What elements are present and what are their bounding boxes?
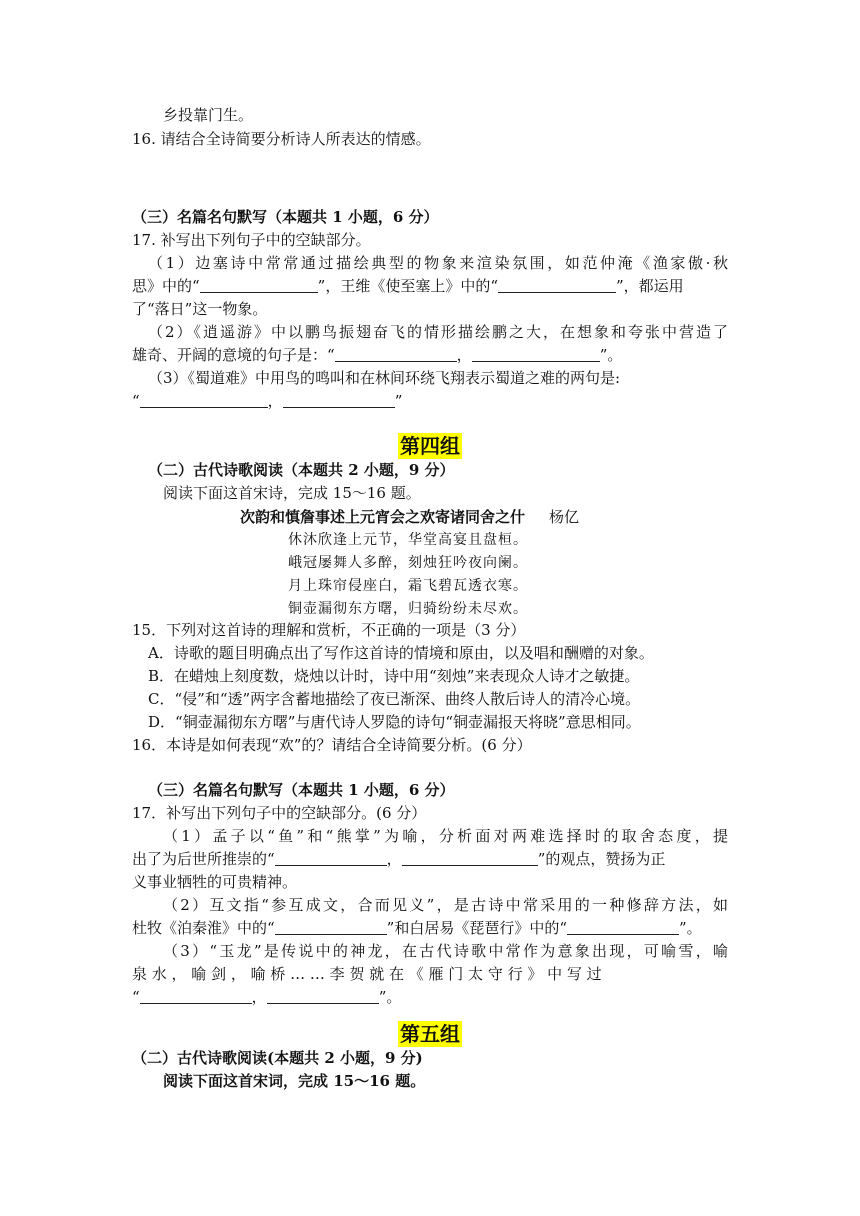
group5-section-2-title: （二）古代诗歌阅读(本题共 2 小题，9 分) (132, 1049, 423, 1067)
text: “ (132, 988, 140, 1006)
section-3-title: （三）名篇名句默写（本题共 1 小题，6 分） (132, 208, 439, 226)
group5-intro: 阅读下面这首宋词，完成 15～16 题。 (163, 1072, 426, 1090)
group4-section-3-title: （三）名篇名句默写（本题共 1 小题，6 分） (148, 781, 455, 799)
q17-1-line-b (132, 275, 684, 297)
q17-1-line-a: （1）边塞诗中常常通过描绘典型的物象来渲染氛围，如范仲淹《渔家傲·秋 (148, 254, 728, 272)
option-c: C．“侵”和“透”两字含蓄地描绘了夜已渐深、曲终人散后诗人的清冷心境。 (148, 690, 641, 708)
text: 出了为后世所推崇的“ (132, 850, 275, 868)
text: ”。 (378, 988, 402, 1006)
g4-q17-3-line-a: （3）“玉龙”是传说中的神龙，在古代诗歌中常作为意象出现，可喻雪，喻 (163, 942, 728, 960)
option-d: D．“铜壶漏彻东方曙”与唐代诗人罗隐的诗句“铜壶漏报天将晓”意思相同。 (148, 713, 641, 731)
q17-2-line-a: （2）《逍遥游》中以鹏鸟振翅奋飞的情形描绘鹏之大，在想象和夸张中营造了 (148, 323, 728, 341)
g4-q17-1-line-c: 义事业牺牲的可贵精神。 (132, 873, 298, 891)
fill-blank[interactable] (140, 393, 268, 408)
text: ， (386, 850, 402, 868)
poem-line-3: 月上珠帘侵座白，霜飞碧瓦透衣寒。 (288, 578, 528, 594)
fill-blank[interactable] (140, 989, 252, 1004)
poem-title (240, 506, 579, 528)
fill-blank[interactable] (267, 989, 379, 1004)
group4-question-15: 15．下列对这首诗的理解和赏析，不正确的一项是（3 分） (132, 621, 526, 639)
fill-blank[interactable] (472, 347, 600, 362)
g4-q17-1-line-b (132, 848, 665, 870)
text: ”。 (679, 919, 702, 937)
poem-line-4: 铜壶漏彻东方曙，归骑纷纷未尽欢。 (288, 601, 528, 617)
fill-blank[interactable] (498, 278, 616, 293)
question-17: 17. 补写出下列句子中的空缺部分。 (132, 231, 371, 249)
text: 思》中的“ (132, 277, 200, 295)
poem-line-1: 休沐欣逢上元节，华堂高宴且盘桓。 (288, 532, 528, 548)
g4-q17-1-line-a: （1）孟子以“鱼”和“熊掌”为喻，分析面对两难选择时的取舍态度，提 (163, 827, 728, 845)
group-5-title: 第五组 (400, 1022, 460, 1046)
fill-blank[interactable] (567, 920, 679, 935)
text: ”，都运用 (616, 277, 684, 295)
poem-author: 杨亿 (549, 508, 580, 526)
group4-section-2-title: （二）古代诗歌阅读（本题共 2 小题，9 分） (148, 461, 455, 479)
text: ” (394, 392, 403, 410)
text: 杜牧《泊秦淮》中的“ (132, 919, 275, 937)
fill-blank[interactable] (402, 851, 538, 866)
text: ”。 (599, 346, 623, 364)
text: ”和白居易《琵琶行》中的“ (386, 919, 568, 937)
g4-q17-3-line-c (132, 986, 401, 1008)
fill-blank[interactable] (335, 347, 457, 362)
fill-blank[interactable] (200, 278, 318, 293)
fill-blank[interactable] (275, 920, 387, 935)
group4-question-17: 17．补写出下列句子中的空缺部分。(6 分） (132, 804, 427, 822)
text: ， (456, 346, 472, 364)
fill-blank[interactable] (283, 393, 395, 408)
line-continuation: 乡投靠门生。 (163, 106, 254, 124)
text: ”，王维《使至塞上》中的“ (317, 277, 499, 295)
option-b: B．在蜡烛上刻度数，烧烛以计时，诗中用“刻烛”来表现众人诗才之敏捷。 (148, 667, 640, 685)
text: “ (132, 392, 140, 410)
text: ， (267, 392, 283, 410)
q17-2-line-b (132, 344, 622, 366)
q17-3-line-b (132, 390, 402, 412)
poem-title-text: 次韵和慎詹事述上元宵会之欢寄诸同舍之什 (240, 508, 526, 526)
g4-q17-2-line-a: （2）互文指“参互成文，合而见义”，是古诗中常采用的一种修辞方法，如 (163, 896, 728, 914)
q17-3-line-a: （3）《蜀道难》中用鸟的鸣叫和在林间环绕飞翔表示蜀道之难的两句是: (148, 369, 621, 387)
group4-question-16: 16．本诗是如何表现“欢”的？请结合全诗简要分析。(6 分） (132, 736, 532, 754)
fill-blank[interactable] (275, 851, 387, 866)
text: ， (251, 988, 267, 1006)
text: ”的观点，赞扬为正 (537, 850, 666, 868)
g4-q17-3-line-b: 泉 水 ， 喻 剑 ， 喻 桥 … … 李 贺 就 在 《 雁 门 太 守 行 》 中 写 过 (132, 965, 602, 983)
q17-1-line-c: 了“落日”这一物象。 (132, 300, 268, 318)
g4-q17-2-line-b (132, 917, 702, 939)
text: 雄奇、开阔的意境的句子是：“ (132, 346, 335, 364)
question-16: 16. 请结合全诗简要分析诗人所表达的情感。 (132, 130, 431, 148)
poem-line-2: 峨冠屡舞人多醉，刻烛狂吟夜向阑。 (288, 555, 528, 571)
option-a: A．诗歌的题目明确点出了写作这首诗的情境和原由，以及唱和酬赠的对象。 (148, 644, 654, 662)
group4-intro: 阅读下面这首宋诗，完成 15～16 题。 (163, 484, 421, 502)
group-4-title: 第四组 (400, 434, 460, 458)
